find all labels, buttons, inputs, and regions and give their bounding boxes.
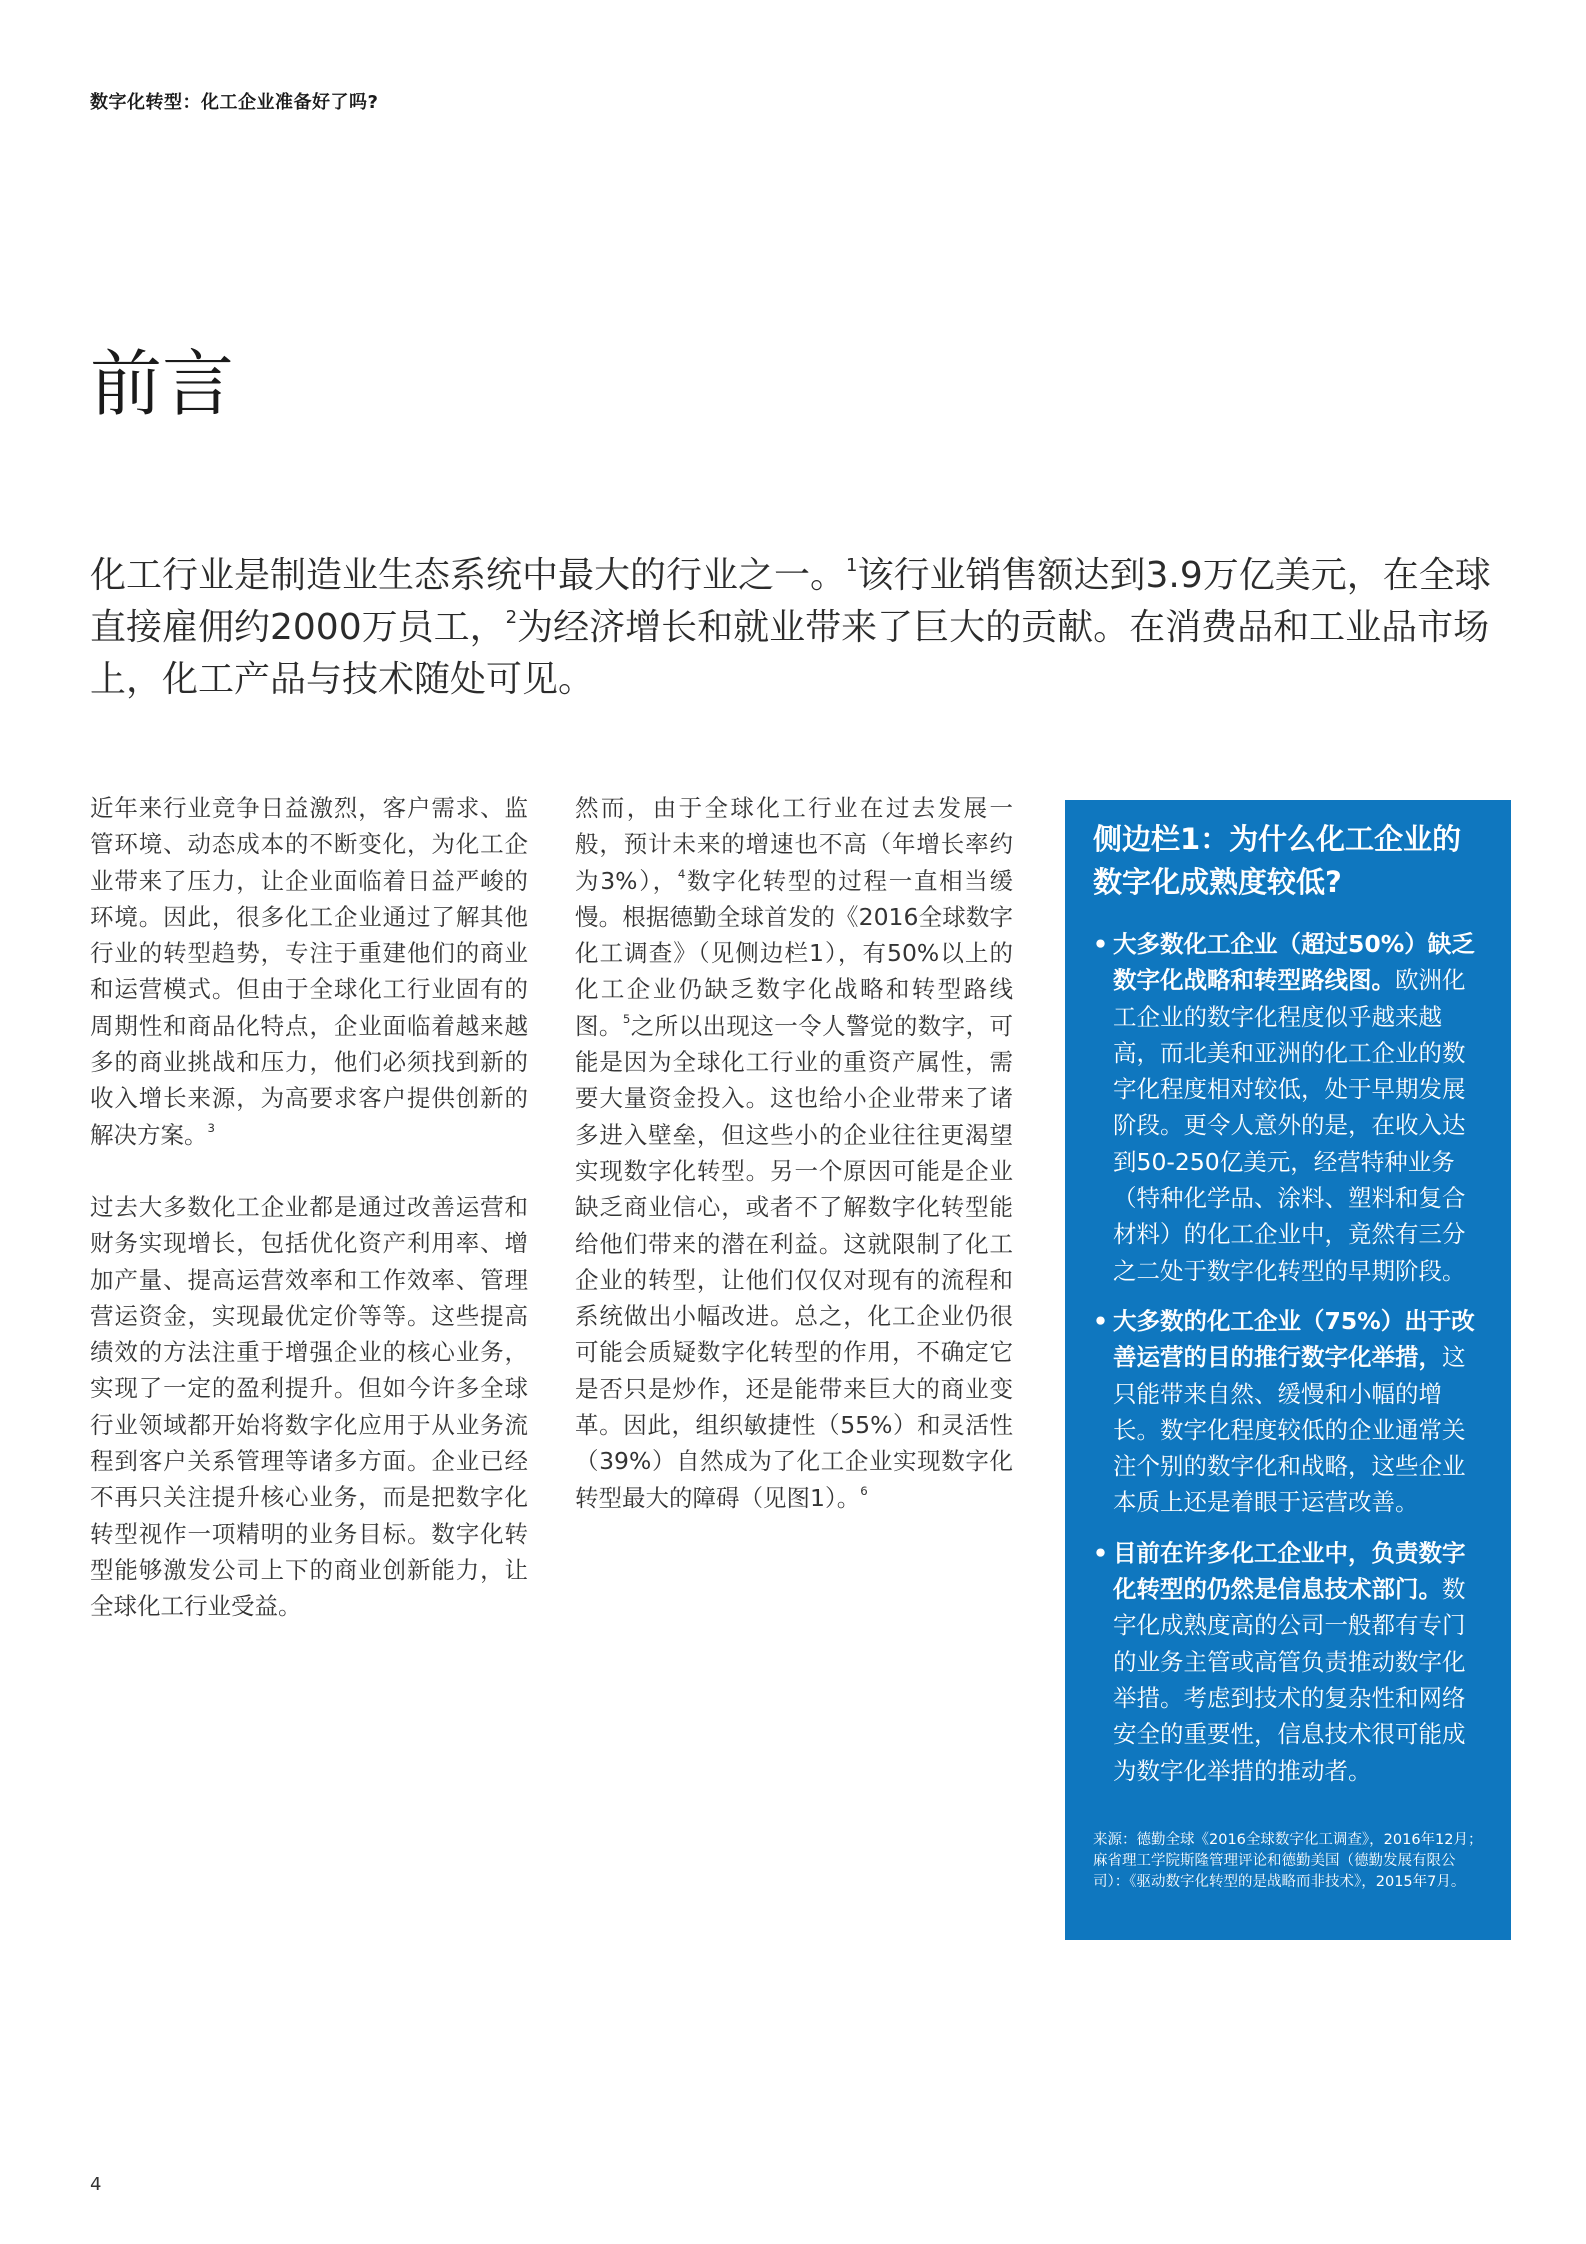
sidebar-item-text: 欧洲化工企业的数字化程度似乎越来越高，而北美和亚洲的化工企业的数字化程度相对较低，处于早期发展阶段。更令人意外的是，在收入达到50-250亿美元，经营特种业务（特种化学品、涂料、塑料和复合材料）的化工企业中，竟然有三分之二处于数字化转型的早期阶段。 bbox=[1113, 966, 1466, 1285]
mid-text-3: 之所以出现这一令人警觉的数字，可能是因为全球化工行业的重资产属性，需要大量资金投入。这也给小企业带来了诸多进入壁垒，但这些小的企业往往更渴望实现数字化转型。另一个原因可能是企业缺乏商业信心，或者不了解数字化转型能给他们带来的潜在利益。这就限制了化工企业的转型，让他们仅仅对现有的流程和系统做出小幅改进。总之，化工企业仍很可能会质疑数字化转型的作用，不确定它是否只是炒作，还是能带来巨大的商业变革。因此，组织敏捷性（55%）和灵活性（39%）自然成为了化工企业实现数字化转型最大的障碍（见图1）。 bbox=[575, 1011, 1014, 1512]
left-p1-text: 近年来行业竞争日益激烈，客户需求、监管环境、动态成本的不断变化，为化工企业带来了压力，让企业面临着日益严峻的环境。因此，很多化工企业通过了解其他行业的转型趋势，专注于重建他们的商业和运营模式。但由于全球化工行业固有的周期性和商品化特点，企业面临着越来越多的商业挑战和压力，他们必须找到新的收入增长来源，为高要求客户提供创新的解决方案。 bbox=[90, 794, 528, 1149]
footnote-ref-6: 6 bbox=[860, 1484, 868, 1499]
running-header: 数字化转型：化工企业准备好了吗? bbox=[90, 92, 379, 113]
sidebar-box bbox=[1065, 800, 1511, 1940]
footnote-ref-3: 3 bbox=[207, 1121, 215, 1136]
left-column bbox=[90, 790, 528, 1625]
mid-text-2: 数字化转型的过程一直相当缓慢。根据德勤全球首发的《2016全球数字化工调查》（见侧边栏1），有50%以上的化工企业仍缺乏数字化战略和转型路线图。 bbox=[575, 866, 1014, 1040]
sidebar-item bbox=[1093, 1535, 1485, 1789]
sidebar-list bbox=[1093, 926, 1485, 1789]
sidebar-item-bold: 大多数化工企业（超过50%）缺乏数字化战略和转型路线图。 bbox=[1113, 930, 1475, 995]
sidebar-item bbox=[1093, 1303, 1485, 1521]
bullet-icon: • bbox=[1093, 1306, 1109, 1335]
left-paragraph-1 bbox=[90, 790, 528, 1153]
bullet-icon: • bbox=[1093, 930, 1109, 958]
sidebar-title: 侧边栏1：为什么化工企业的数字化成熟度较低? bbox=[1093, 822, 1462, 899]
middle-paragraph bbox=[575, 790, 1013, 1516]
middle-column bbox=[575, 790, 1013, 1516]
sidebar-item-text: 这只能带来自然、缓慢和小幅的增长。数字化程度较低的企业通常关注个别的数字化和战略，这些企业本质上还是着眼于运营改善。 bbox=[1113, 1343, 1466, 1517]
footnote-ref-1: 1 bbox=[846, 555, 858, 577]
sidebar-item-bold: 目前在许多化工企业中，负责数字化转型的仍然是信息技术部门。 bbox=[1113, 1538, 1466, 1604]
lead-paragraph bbox=[90, 550, 1510, 706]
footnote-ref-2: 2 bbox=[505, 607, 518, 629]
page-number: 4 bbox=[90, 2174, 102, 2195]
lead-text-1: 化工行业是制造业生态系统中最大的行业之一。 bbox=[90, 555, 847, 596]
bullet-icon: • bbox=[1093, 1538, 1109, 1567]
footnote-ref-5: 5 bbox=[622, 1012, 631, 1027]
sidebar-item-bold: 大多数的化工企业（75%）出于改善运营的目的推行数字化举措， bbox=[1113, 1306, 1475, 1372]
sidebar-item-text: 数字化成熟度高的公司一般都有专门的业务主管或高管负责推动数字化举措。考虑到技术的复杂性和网络安全的重要性，信息技术很可能成为数字化举措的推动者。 bbox=[1113, 1575, 1466, 1785]
lead-text-2: 该行业销售额达到3.9万亿美元，在全球直接雇佣约2000万员工， bbox=[90, 555, 1491, 648]
sidebar-item bbox=[1093, 926, 1485, 1289]
lead-text-3: 为经济增长和就业带来了巨大的贡献。在消费品和工业品市场上，化工产品与技术随处可见。 bbox=[90, 607, 1490, 700]
page-title: 前言 bbox=[90, 342, 235, 426]
sidebar-source-note: 来源：德勤全球《2016全球数字化工调查》，2016年12月；麻省理工学院斯隆管理评论和德勤美国（德勤发展有限公司）：《驱动数字化转型的是战略而非技术》，2015年7月。 bbox=[1093, 1832, 1483, 1890]
left-paragraph-2: 过去大多数化工企业都是通过改善运营和财务实现增长，包括优化资产利用率、增加产量、提高运营效率和工作效率、管理营运资金，实现最优定价等等。这些提高绩效的方法注重于增强企业的核心业务，实现了一定的盈利提升。但如今许多全球行业领域都开始将数字化应用于从业务流程到客户关系管理等诸多方面。企业已经不再只关注提升核心业务，而是把数字化转型视作一项精明的业务目标。数字化转型能够激发公司上下的商业创新能力，让全球化工行业受益。 bbox=[90, 1192, 528, 1621]
footnote-ref-4: 4 bbox=[677, 867, 686, 882]
mid-text-1: 然而，由于全球化工行业在过去发展一般，预计未来的增速也不高（年增长率约为3%）， bbox=[575, 794, 1013, 895]
